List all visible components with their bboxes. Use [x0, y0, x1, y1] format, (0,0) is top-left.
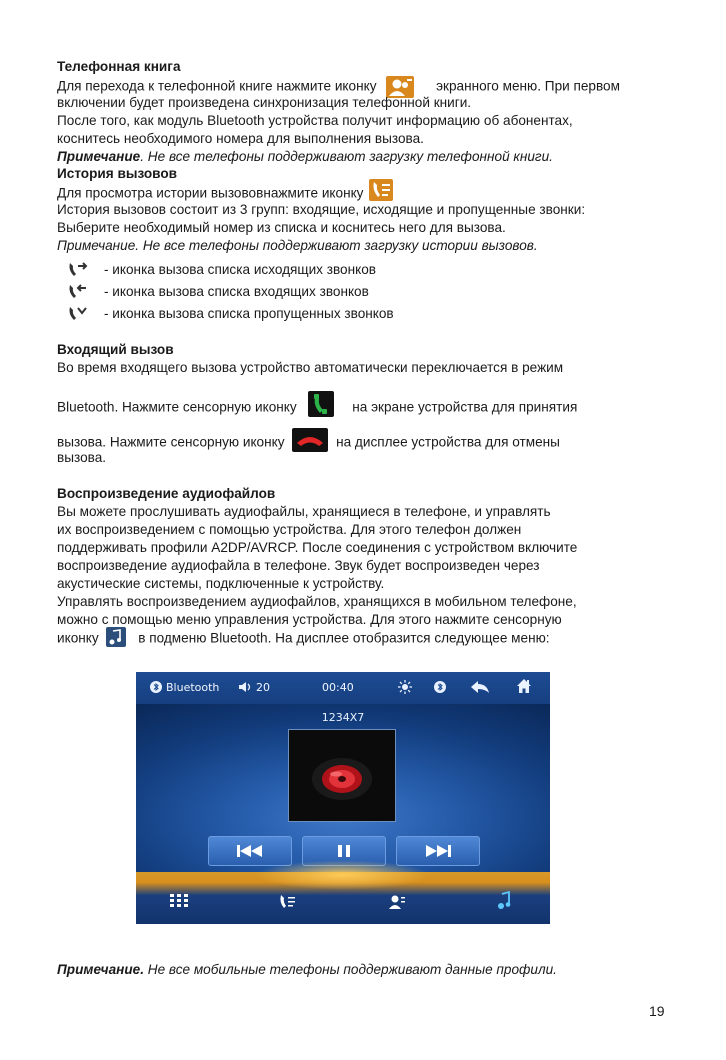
vinyl-disc-icon — [289, 730, 395, 821]
footer-note-text: Не все мобильные телефоны поддерживают данные профили. — [144, 962, 557, 977]
device-status-bar — [136, 672, 550, 704]
keypad-icon[interactable] — [170, 894, 188, 908]
device-volume: 20 — [256, 681, 270, 694]
history-line-2: История вызовов состоит из 3 групп: входящие, исходящие и пропущенные звонки: — [57, 202, 586, 217]
phonebook-line-1-before: Для перехода к телефонной книге нажмите иконку — [57, 78, 377, 94]
bluetooth-settings-icon[interactable] — [434, 681, 446, 693]
incoming-line-4: вызова. — [57, 450, 107, 465]
page-number: 19 — [649, 1003, 665, 1019]
phonebook-note-label: Примечание — [57, 149, 141, 164]
audio-last-before: иконку — [57, 630, 99, 646]
next-icon — [397, 837, 479, 865]
history-item-incoming: - иконка вызова списка входящих звонков — [104, 284, 369, 299]
audio-line: акустические системы, подключенные к устройству. — [57, 576, 385, 591]
phonebook-line-1-after: экранного меню. При первом — [436, 78, 620, 94]
incoming-calls-icon — [66, 283, 90, 301]
brightness-icon[interactable] — [398, 680, 412, 694]
volume-icon[interactable] — [238, 681, 252, 693]
audio-last-after: в подменю Bluetooth. На дисплее отобразится следующее меню: — [138, 630, 550, 646]
history-line-1-text: Для просмотра истории вызововнажмите иконку — [57, 185, 364, 201]
phonebook-note — [57, 148, 553, 166]
next-track-button[interactable] — [396, 836, 480, 866]
audio-line: поддерживать профили A2DP/AVRCP. После соединения с устройством включите — [57, 540, 578, 555]
accept-call-icon — [308, 391, 334, 417]
previous-track-button[interactable] — [208, 836, 292, 866]
history-note: Примечание. Не все телефоны поддерживают загрузку истории вызовов. — [57, 238, 538, 253]
phonebook-line-2: включении будет произведена синхронизация телефонной книги. — [57, 95, 472, 110]
missed-calls-icon — [66, 305, 90, 323]
incoming-line-2-after: на экране устройства для принятия — [352, 399, 578, 415]
phonebook-line-3: После того, как модуль Bluetooth устройства получит информацию об абонентах, — [57, 113, 573, 128]
bottom-glow — [256, 860, 430, 890]
device-screen — [136, 672, 550, 924]
back-icon[interactable] — [470, 680, 490, 694]
home-icon[interactable] — [516, 678, 532, 694]
device-time: 00:40 — [322, 681, 354, 694]
reject-call-icon — [292, 428, 328, 452]
phonebook-icon[interactable] — [388, 894, 406, 910]
phonebook-note-text: . Не все телефоны поддерживают загрузку телефонной книги. — [140, 149, 553, 164]
incoming-line-2 — [57, 395, 577, 421]
history-heading: История вызовов — [57, 166, 178, 181]
bt-music-icon — [106, 627, 126, 647]
audio-heading: Воспроизведение аудиофайлов — [57, 486, 276, 501]
audio-line: их воспроизведением с помощью устройства. Для этого телефон должен — [57, 522, 522, 537]
audio-line-last — [57, 629, 550, 649]
call-log-icon[interactable] — [278, 894, 296, 910]
audio-line: Управлять воспроизведением аудиофайлов, хранящихся в мобильном телефоне, — [57, 594, 577, 609]
history-line-3: Выберите необходимый номер из списка и коснитесь него для вызова. — [57, 220, 506, 235]
phonebook-line-4: коснитесь необходимого номера для выполнения вызова. — [57, 131, 424, 146]
history-item-outgoing: - иконка вызова списка исходящих звонков — [104, 262, 377, 277]
track-title: 1234X7 — [321, 711, 365, 724]
footer-note — [57, 961, 557, 979]
bluetooth-icon — [150, 681, 162, 693]
call-history-icon — [369, 179, 393, 201]
incoming-heading: Входящий вызов — [57, 342, 174, 357]
audio-line: Вы можете прослушивать аудиофайлы, хранящиеся в телефоне, и управлять — [57, 504, 551, 519]
album-art — [288, 729, 396, 822]
phonebook-heading: Телефонная книга — [57, 59, 181, 74]
incoming-line-3-before: вызова. Нажмите сенсорную иконку — [57, 434, 285, 450]
incoming-line-3 — [57, 431, 560, 455]
incoming-line-1: Во время входящего вызова устройство автоматически переключается в режим — [57, 360, 564, 375]
audio-line: воспроизведение аудиофайла в телефоне. Звук будет воспроизведен через — [57, 558, 540, 573]
incoming-line-3-after: на дисплее устройства для отмены — [336, 434, 560, 450]
music-icon[interactable] — [496, 891, 514, 911]
previous-icon — [209, 837, 291, 865]
audio-line: можно с помощью меню управления устройства. Для этого нажмите сенсорную — [57, 612, 562, 627]
history-item-missed: - иконка вызова списка пропущенных звонков — [104, 306, 394, 321]
device-bt-label: Bluetooth — [166, 681, 220, 694]
outgoing-calls-icon — [66, 261, 90, 279]
incoming-line-2-before: Bluetooth. Нажмите сенсорную иконку — [57, 399, 297, 415]
footer-note-label: Примечание. — [57, 962, 144, 977]
